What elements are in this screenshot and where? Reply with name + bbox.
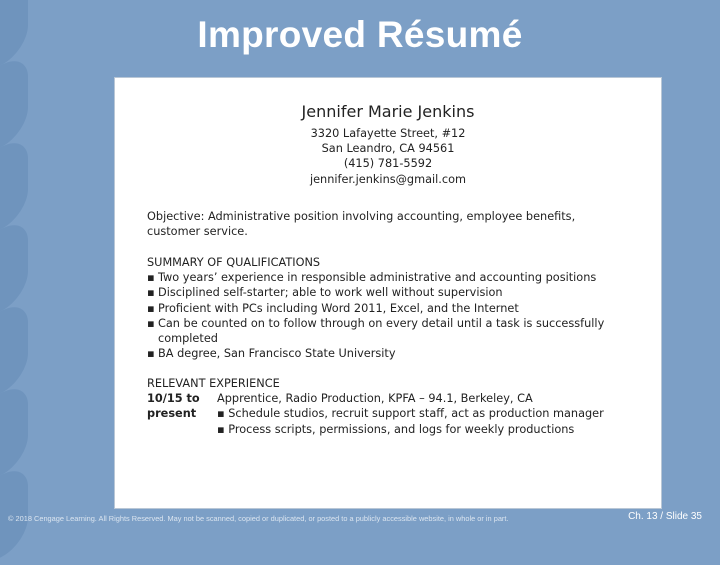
objective-section [147,209,627,239]
list-item [147,346,627,361]
bullet-icon: ▪ [147,347,155,361]
list-item-text: BA degree, San Francisco State University [158,347,396,361]
list-item-text: Two years’ experience in responsible administrative and accounting positions [158,271,597,285]
bullet-icon: ▪ [147,301,155,315]
experience-section [147,376,627,453]
list-item [147,285,627,300]
experience-dates [147,391,213,421]
resume-document [114,77,662,509]
objective-line-1: Objective: Administrative position involving accounting, employee benefits, [147,210,576,223]
bullet-icon: ▪ [147,286,155,300]
resume-name: Jennifer Marie Jenkins [301,102,475,121]
experience-date-start: 10/15 to [147,392,200,406]
list-item-text: Proficient with PCs including Word 2011, Excel, and the Internet [158,301,519,315]
address-line-1: 3320 Lafayette Street, #12 [310,127,466,140]
list-item-text: Can be counted on to follow through on every detail until a task is successfully [158,316,605,330]
list-item-text: Disciplined self-starter; able to work well without supervision [158,286,503,300]
email-address: jennifer.jenkins@gmail.com [309,172,467,186]
list-item [147,270,627,285]
decorative-tab-3 [0,133,28,237]
experience-details [217,391,637,437]
experience-duty: ▪ Schedule studios, recruit support staff, act as production manager [217,407,604,421]
bullet-icon: ▪ [147,271,155,285]
decorative-tab-5 [0,297,28,401]
experience-heading: RELEVANT EXPERIENCE [147,377,280,390]
experience-title: Apprentice, Radio Production, KPFA – 94.1, Berkeley, CA [217,392,533,406]
phone-number: (415) 781-5592 [343,157,433,171]
decorative-tab-2 [0,51,28,155]
slide-title: Improved Résumé [197,14,523,55]
experience-entry [147,391,627,453]
summary-list [147,270,627,361]
objective-line-2: customer service. [147,225,248,239]
experience-duty: ▪ Process scripts, permissions, and logs for weekly productions [217,422,575,436]
list-item [147,316,627,346]
copyright-notice: © 2018 Cengage Learning. All Rights Reserved. May not be scanned, copied or duplicated, or posted to a publicly accessible website, in whole or in part. [8,514,509,523]
decorative-tab-4 [0,215,28,319]
summary-section [147,255,627,361]
decorative-tab-7 [0,461,28,565]
slide-number: Ch. 13 / Slide 35 [628,511,702,522]
list-item [147,301,627,316]
address-line-2: San Leandro, CA 94561 [321,142,455,156]
experience-date-end: present [147,407,197,421]
summary-heading: SUMMARY OF QUALIFICATIONS [147,256,321,269]
list-item-text-continued: completed [158,332,218,346]
bullet-icon: ▪ [147,316,155,330]
decorative-tab-6 [0,379,28,483]
contact-block [115,126,661,187]
